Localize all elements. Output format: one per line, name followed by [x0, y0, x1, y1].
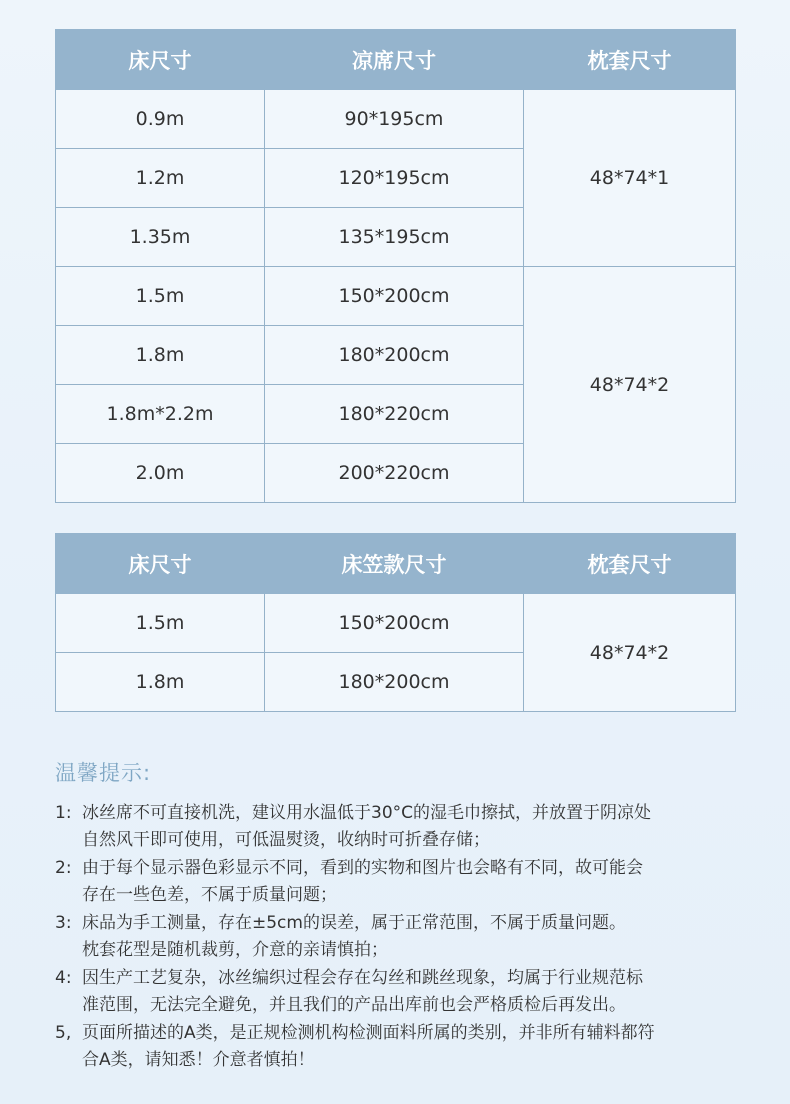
mat-size-cell: 135*195cm — [265, 208, 524, 267]
pillow-size-cell: 48*74*2 — [524, 594, 736, 712]
sheet-size-cell: 180*200cm — [265, 653, 524, 712]
tip-number: 4: — [55, 968, 72, 988]
bed-size-cell: 2.0m — [56, 444, 265, 503]
tip-text-line: 自然风干即可使用，可低温熨烫，收纳时可折叠存储； — [82, 830, 490, 850]
tip-text-line: 由于每个显示器色彩显示不同，看到的实物和图片也会略有不同，故可能会 — [82, 858, 643, 878]
table-row — [56, 90, 736, 149]
bed-size-cell: 1.8m — [56, 653, 265, 712]
tip-item — [55, 965, 755, 1019]
tip-item — [55, 855, 755, 909]
header-mat-size: 凉席尺寸 — [265, 30, 524, 90]
tip-number: 1: — [55, 803, 72, 823]
mat-size-cell: 180*200cm — [265, 326, 524, 385]
header-sheet-size: 床笠款尺寸 — [265, 534, 524, 594]
tip-text-line: 准范围，无法完全避免，并且我们的产品出库前也会严格质检后再发出。 — [82, 995, 626, 1015]
bed-size-cell: 1.8m*2.2m — [56, 385, 265, 444]
pillow-size-cell: 48*74*1 — [524, 90, 736, 267]
tips-list — [55, 800, 755, 1075]
header-pillow-size: 枕套尺寸 — [524, 30, 736, 90]
mat-size-cell: 180*220cm — [265, 385, 524, 444]
size-table-mat — [55, 29, 736, 503]
bed-size-cell: 0.9m — [56, 90, 265, 149]
tip-item — [55, 800, 755, 854]
tip-text-line: 页面所描述的A类，是正规检测机构检测面料所属的类别，并非所有辅料都符 — [82, 1023, 655, 1043]
bed-size-cell: 1.8m — [56, 326, 265, 385]
header-bed-size: 床尺寸 — [56, 534, 265, 594]
header-bed-size: 床尺寸 — [56, 30, 265, 90]
mat-size-cell: 200*220cm — [265, 444, 524, 503]
tip-text-line: 合A类，请知悉！介意者慎拍！ — [82, 1050, 315, 1070]
bed-size-cell: 1.5m — [56, 267, 265, 326]
tip-text-line: 存在一些色差，不属于质量问题； — [82, 885, 337, 905]
tip-text-line: 因生产工艺复杂，冰丝编织过程会存在勾丝和跳丝现象，均属于行业规范标 — [82, 968, 643, 988]
table-row — [56, 267, 736, 326]
table-header-row — [56, 30, 736, 90]
tip-text-line: 冰丝席不可直接机洗，建议用水温低于30°C的湿毛巾擦拭，并放置于阴凉处 — [82, 803, 652, 823]
bed-size-cell: 1.2m — [56, 149, 265, 208]
table-header-row — [56, 534, 736, 594]
table-row — [56, 594, 736, 653]
header-pillow-size: 枕套尺寸 — [524, 534, 736, 594]
tip-number: 3: — [55, 913, 72, 933]
pillow-size-cell: 48*74*2 — [524, 267, 736, 503]
tip-text-line: 床品为手工测量，存在±5cm的误差，属于正常范围，不属于质量问题。 — [82, 913, 626, 933]
bed-size-cell: 1.5m — [56, 594, 265, 653]
mat-size-cell: 150*200cm — [265, 267, 524, 326]
mat-size-cell: 90*195cm — [265, 90, 524, 149]
size-table-fitted-sheet — [55, 533, 736, 712]
tip-text-line: 枕套花型是随机裁剪，介意的亲请慎拍； — [82, 940, 388, 960]
tip-number: 5, — [55, 1023, 72, 1043]
mat-size-cell: 120*195cm — [265, 149, 524, 208]
tip-item — [55, 1020, 755, 1074]
tips-title: 温馨提示: — [55, 761, 152, 785]
sheet-size-cell: 150*200cm — [265, 594, 524, 653]
bed-size-cell: 1.35m — [56, 208, 265, 267]
tip-number: 2: — [55, 858, 72, 878]
tip-item — [55, 910, 755, 964]
